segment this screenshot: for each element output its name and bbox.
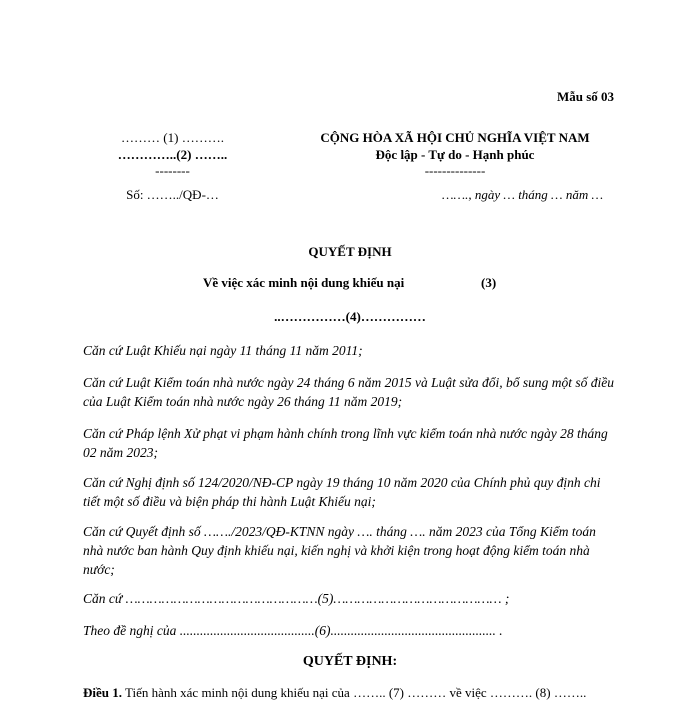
document-title: QUYẾT ĐỊNH [308,244,392,259]
article-1 [83,685,586,701]
basis-4: Căn cứ Nghị định số 124/2020/NĐ-CP ngày 19 tháng 10 năm 2020 của Chính phủ quy định chi tiết một số điều và biện pháp thi hành Luật Khiếu nại; [83,475,601,509]
agency-separator: -------- [155,163,190,178]
basis-7: Theo đề nghị của ........................................(6)................................................. . [83,623,503,638]
article-1-text: Tiến hành xác minh nội dung khiếu nại của …….. (7) ……… về việc ………. (8) …….. [125,685,587,700]
basis-2: Căn cứ Luật Kiểm toán nhà nước ngày 24 tháng 6 năm 2015 và Luật sửa đổi, bổ sung một số điều của Luật Kiểm toán nhà nước ngày 26 tháng 11 năm 2019; [83,375,615,409]
place-date: ……., ngày … tháng … năm … [442,187,604,202]
document-subtitle: Về việc xác minh nội dung khiếu nại [203,275,405,290]
document-number: Số: ……../QĐ-… [126,187,219,202]
issuer-line: ..……………(4)…………… [274,309,426,324]
subtitle-note: (3) [481,275,497,290]
form-number: Mẫu số 03 [557,89,615,104]
basis-1: Căn cứ Luật Khiếu nại ngày 11 tháng 11 năm 2011; [83,343,363,358]
basis-3: Căn cứ Pháp lệnh Xử phạt vi phạm hành chính trong lĩnh vực kiểm toán nhà nước ngày 28 tháng 02 năm 2023; [83,426,608,460]
basis-5: Căn cứ Quyết định số ……./2023/QĐ-KTNN ngày …. tháng …. năm 2023 của Tổng Kiểm toán nhà nước ban hành Quy định khiếu nại, kiến nghị và khởi kiện trong hoạt động kiểm toán nhà nước; [83,524,596,577]
basis-6: Căn cứ …………………………………………(5)…………………………………… ; [83,591,510,606]
country-name: CỘNG HÒA XÃ HỘI CHỦ NGHĨA VIỆT NAM [320,130,590,145]
agency-line-2: …………..(2) …….. [117,147,228,162]
decision-heading: QUYẾT ĐỊNH: [302,654,398,669]
national-motto: Độc lập - Tự do - Hạnh phúc [375,147,535,162]
agency-line-1: ……… (1) ………. [121,130,224,145]
motto-separator: -------------- [424,163,486,178]
article-1-label: Điều 1. [83,685,122,700]
